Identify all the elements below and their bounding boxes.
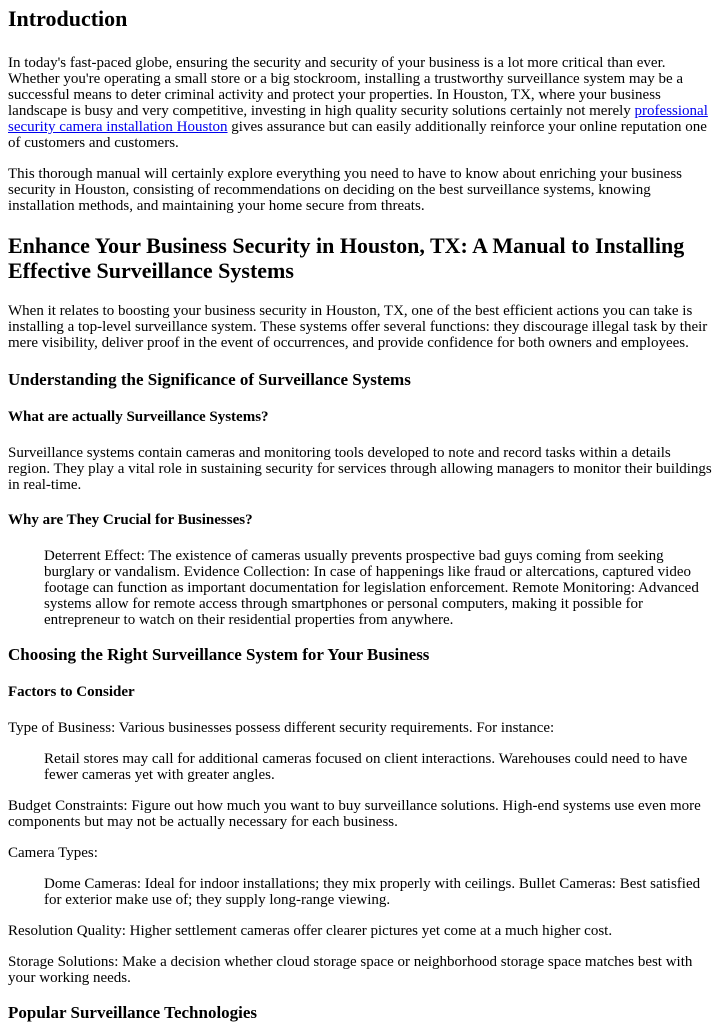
heading-factors-to-consider: Factors to Consider bbox=[8, 684, 135, 700]
article bbox=[0, 6, 720, 1023]
paragraph-crucial-reasons: Deterrent Effect: The existence of cameras usually prevents prospective bad guys coming from seeking burglary or vandalism. Evidence Collection: In case of happenings like fraud or altercations, captured video footage can function as important documentation for legislation enforcement. Remote Monitoring: Advanced systems allow for remote access through smartphones or personal computers, making it possible for entrepreneur to watch on their residential properties from anywhere. bbox=[44, 548, 699, 628]
intro-text-before-link: In today's fast-paced globe, ensuring the security and security of your business is a lot more critical than ever. Whether you're operating a small store or a big stockroom, installing a trustworthy surveillance system may be a successful means to deter criminal activity and protect your properties. In Houston, TX, where your business landscape is busy and very competitive, investing in high quality security solutions certainly not merely bbox=[8, 55, 684, 119]
paragraph-type-examples: Retail stores may call for additional cameras focused on client interactions. Warehouses could need to have fewer cameras yet with greater angles. bbox=[44, 751, 688, 783]
heading-what-are-surveillance-systems: What are actually Surveillance Systems? bbox=[8, 409, 269, 425]
security-camera-installation-link[interactable]: professional security camera installation Houston bbox=[8, 103, 708, 135]
intro-paragraph-2: This thorough manual will certainly explore everything you need to have to know about enriching your business security in Houston, consisting of recommendations on deciding on the best surveillance systems, knowing installation methods, and maintaining your home secure from threats. bbox=[8, 166, 683, 214]
paragraph-camera-types: Camera Types: bbox=[8, 845, 98, 861]
intro-heading: Introduction bbox=[8, 6, 128, 31]
heading-choosing-system: Choosing the Right Surveillance System for Your Business bbox=[8, 645, 430, 664]
section-heading-enhance-security: Enhance Your Business Security in Houston, TX: A Manual to Installing Effective Surveillance Systems bbox=[8, 233, 685, 283]
paragraph-resolution: Resolution Quality: Higher settlement cameras offer clearer pictures yet come at a much higher cost. bbox=[8, 923, 613, 939]
intro-text-after-link: gives assurance but can easily additionally reinforce your online reputation one of customers and customers. bbox=[8, 119, 707, 151]
paragraph-surveillance-definition: Surveillance systems contain cameras and monitoring tools developed to note and record tasks within a details region. They play a vital role in sustaining security for services through allowing managers to monitor their buildings in real-time. bbox=[8, 445, 712, 493]
section-paragraph-surveillance-intro: When it relates to boosting your business security in Houston, TX, one of the best efficient actions you can take is installing a top-level surveillance system. These systems offer several functions: they discourage illegal task by their mere visibility, deliver proof in the event of occurrences, and provide confidence for both owners and employees. bbox=[8, 303, 708, 351]
paragraph-storage: Storage Solutions: Make a decision whether cloud storage space or neighborhood storage space matches best with your working needs. bbox=[8, 954, 693, 986]
heading-understanding-significance: Understanding the Significance of Surveillance Systems bbox=[8, 370, 411, 389]
paragraph-budget: Budget Constraints: Figure out how much you want to buy surveillance solutions. High-end systems use even more components but may not be actually necessary for each business. bbox=[8, 798, 701, 830]
heading-why-crucial: Why are They Crucial for Businesses? bbox=[8, 512, 253, 528]
paragraph-camera-examples: Dome Cameras: Ideal for indoor installations; they mix properly with ceilings. Bullet Cameras: Best satisfied for exterior make use of; they supply long-range viewing. bbox=[44, 876, 701, 908]
paragraph-type-of-business: Type of Business: Various businesses possess different security requirements. For instance: bbox=[8, 720, 555, 736]
heading-popular-technologies: Popular Surveillance Technologies bbox=[8, 1003, 258, 1022]
intro-paragraph-1 bbox=[8, 55, 712, 151]
